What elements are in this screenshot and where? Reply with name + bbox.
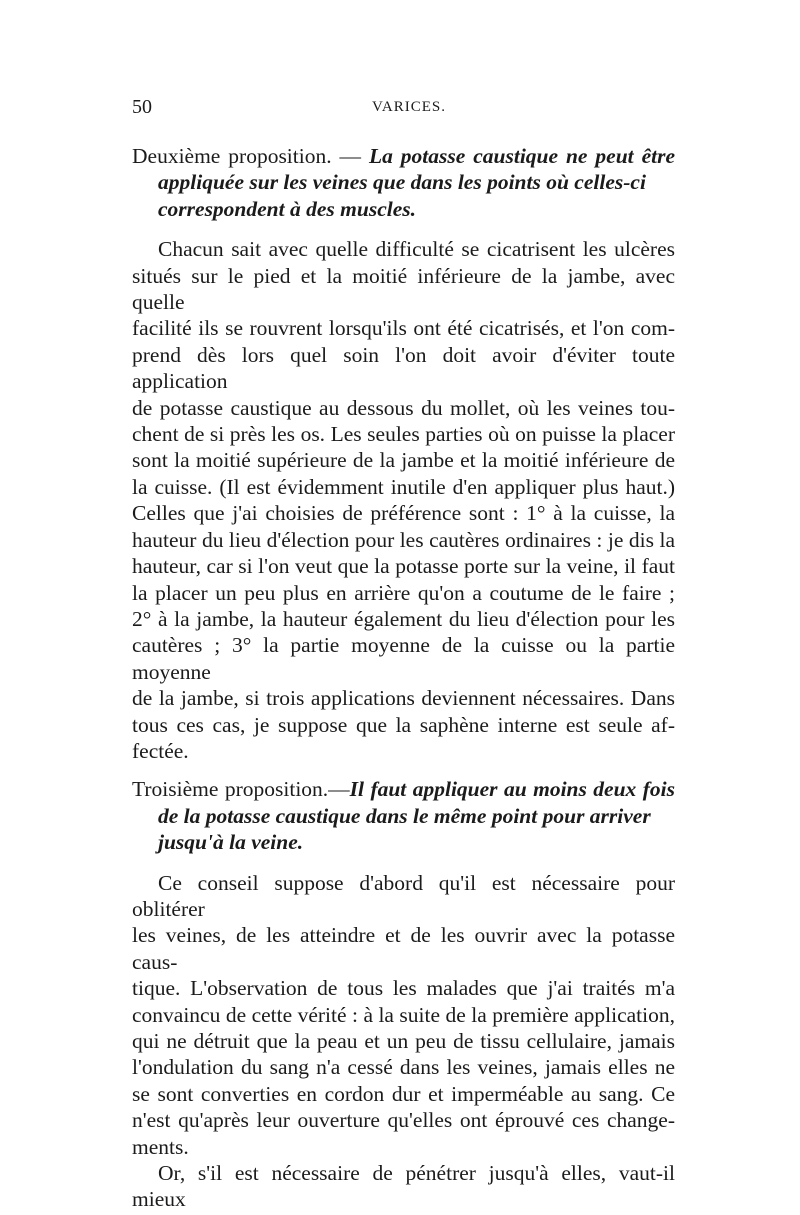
- proposition-2-text-1: La potasse caustique ne peut être: [368, 144, 675, 168]
- paragraph-1-line: tous ces cas, je suppose que la saphène interne est seule af-: [132, 712, 675, 737]
- paragraph-1-line: la placer un peu plus en arrière qu'on a coutume de le faire ;: [132, 580, 675, 605]
- paragraph-1-line: fectée.: [132, 738, 189, 763]
- paragraph-1-line: hauteur du lieu d'élection pour les cautères ordinaires : je dis la: [132, 527, 675, 552]
- paragraph-2-line: tique. L'observation de tous les malades que j'ai traités m'a: [132, 976, 675, 1001]
- paragraph-1-line: sont la moitié supérieure de la jambe et la moitié inférieure de: [132, 448, 675, 473]
- page-number: 50: [132, 96, 152, 118]
- paragraph-2-line: l'ondulation du sang n'a cessé dans les veines, jamais elles ne: [132, 1055, 675, 1080]
- page-header: [132, 96, 677, 126]
- paragraph-1-line: situés sur le pied et la moitié inférieure de la jambe, avec quelle: [132, 263, 675, 315]
- paragraph-2-line: se sont converties en cordon dur et imperméable au sang. Ce: [132, 1081, 675, 1106]
- paragraph-1-line: hauteur, car si l'on veut que la potasse porte sur la veine, il faut: [132, 554, 675, 579]
- paragraph-1-line: facilité ils se rouvrent lorsqu'ils ont été cicatrisés, et l'on com-: [132, 316, 675, 341]
- paragraph-2-line: n'est qu'après leur ouverture qu'elles ont éprouvé ces change-: [132, 1108, 675, 1133]
- paragraph-2-line: ments.: [132, 1134, 189, 1159]
- paragraph-1-line: de potasse caustique au dessous du mollet, où les veines tou-: [132, 395, 675, 420]
- proposition-3-text-2: de la potasse caustique dans le même point pour arriver: [158, 803, 651, 828]
- paragraph-1-line: de la jambe, si trois applications deviennent nécessaires. Dans: [132, 686, 675, 711]
- paragraph-1-line: la cuisse. (Il est évidemment inutile d'en appliquer plus haut.): [132, 474, 675, 499]
- paragraph-1-line: cautères ; 3° la partie moyenne de la cuisse ou la partie moyenne: [132, 633, 675, 684]
- paragraph-2-line: les veines, de les atteindre et de les ouvrir avec la potasse caus-: [132, 923, 675, 974]
- paragraph-2-line: qui ne détruit que la peau et un peu de tissu cellulaire, jamais: [132, 1029, 675, 1053]
- page-body: [132, 143, 675, 1213]
- proposition-3-text-3: jusqu'à la veine.: [158, 830, 304, 855]
- paragraph-1-line: chent de si près les os. Les seules parties où on puisse la placer: [132, 422, 675, 447]
- running-title: VARICES.: [372, 99, 446, 115]
- proposition-2-label: Deuxième proposition. —: [132, 144, 362, 168]
- proposition-3-label: Troisième proposition.—: [132, 777, 350, 802]
- proposition-2-text-2: appliquée sur les veines que dans les points où celles-ci: [158, 170, 646, 195]
- proposition-2-line-1: [132, 143, 675, 169]
- paragraph-3-line: Or, s'il est nécessaire de pénétrer jusqu'à elles, vaut-il mieux: [132, 1161, 675, 1212]
- proposition-3-text-1: Il faut appliquer au moins deux fois: [349, 777, 675, 802]
- paragraph-1-line: 2° à la jambe, la hauteur également du lieu d'élection pour les: [132, 606, 675, 631]
- paragraph-2-line: convaincu de cette vérité : à la suite de la première application,: [132, 1002, 675, 1027]
- proposition-2-text-3: correspondent à des muscles.: [158, 196, 416, 221]
- paragraph-1-line: prend dès lors quel soin l'on doit avoir d'éviter toute application: [132, 342, 675, 394]
- paragraph-1-line: Celles que j'ai choisies de préférence sont : 1° à la cuisse, la: [132, 501, 675, 526]
- paragraph-1-line: Chacun sait avec quelle difficulté se cicatrisent les ulcères: [158, 237, 675, 262]
- proposition-3-line-1: [132, 776, 675, 802]
- paragraph-2-line: Ce conseil suppose d'abord qu'il est nécessaire pour oblitérer: [132, 870, 675, 921]
